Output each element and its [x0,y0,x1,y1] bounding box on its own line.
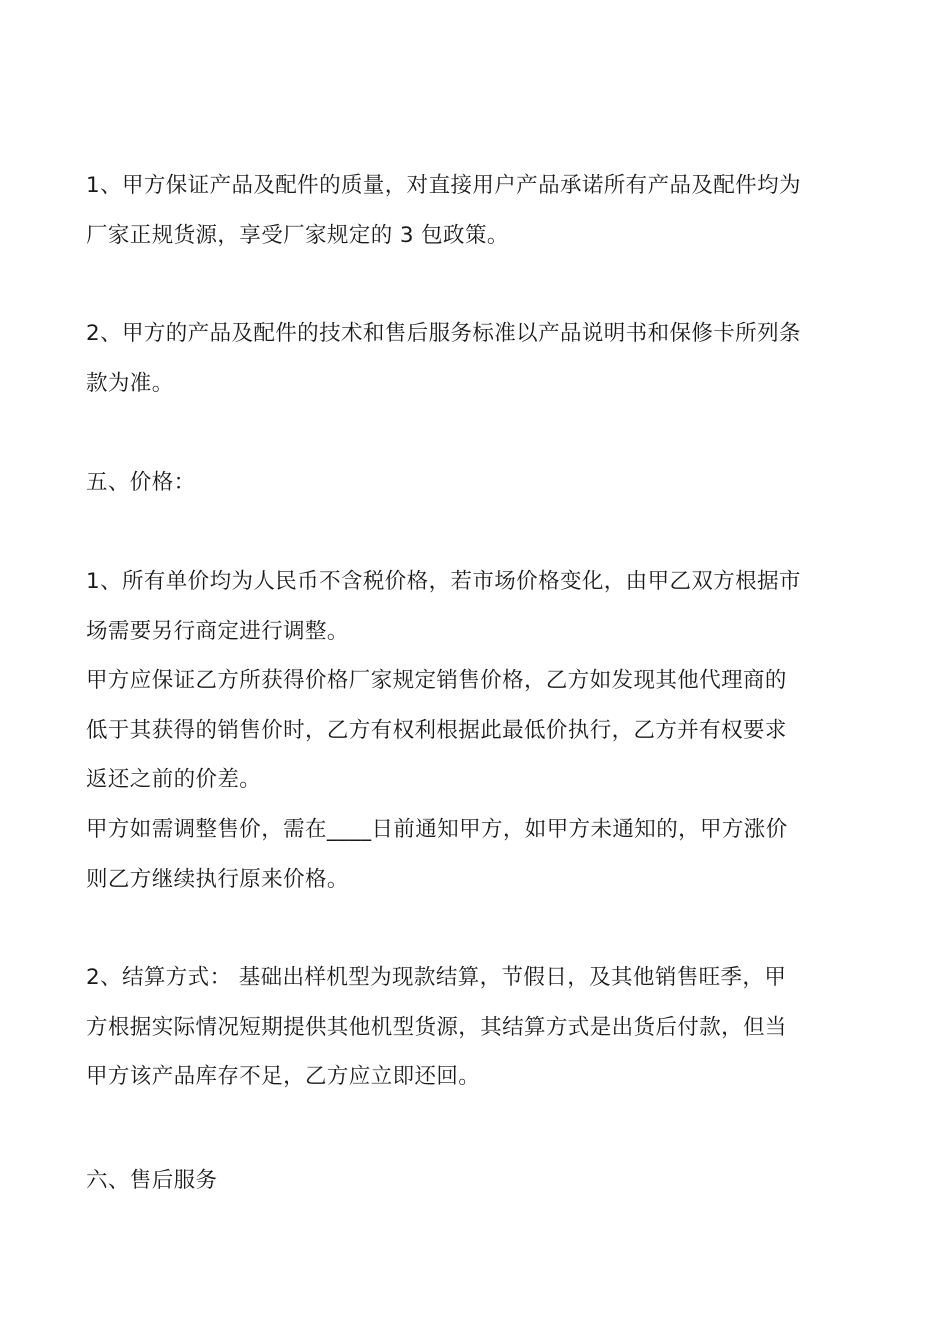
text-line: 返还之前的价差。 [86,767,262,793]
text-line: 则乙方继续执行原来价格。 [86,866,349,892]
text-line: 甲方该产品库存不足，乙方应立即还回。 [86,1064,481,1090]
text-line: 2、甲方的产品及配件的技术和售后服务标准以产品说明书和保修卡所列条 [86,321,801,346]
text-line: 1、甲方保证产品及配件的质量，对直接用户产品承诺所有产品及配件均为 [86,173,801,198]
text-line: 款为准。 [86,370,174,396]
text-line: 厂家正规货源，享受厂家规定的 3 包政策。 [86,222,509,248]
section5-item1-paragraph [86,557,876,904]
text-line: 甲方如需调整售价，需在____日前通知甲方，如甲方未通知的，甲方涨价 [86,816,788,842]
section6-heading [86,1156,876,1206]
text-line: 甲方应保证乙方所获得价格厂家规定销售价格，乙方如发现其他代理商的 [86,668,787,694]
section4-item2-paragraph [86,309,876,408]
text-line: 方根据实际情况短期提供其他机型货源，其结算方式是出货后付款，但当 [86,1014,787,1040]
section5-item2-paragraph [86,953,876,1102]
text-line: 1、所有单价均为人民币不含税价格，若市场价格变化，由甲乙双方根据市 [86,569,801,594]
text-line: 场需要另行商定进行调整。 [86,618,349,644]
text-line: 2、结算方式： 基础出样机型为现款结算，节假日，及其他销售旺季，甲 [86,965,787,990]
section-heading: 六、售后服务 [86,1168,218,1193]
section4-item1-paragraph [86,161,876,260]
section5-heading [86,458,876,508]
text-line: 低于其获得的销售价时，乙方有权利根据此最低价执行，乙方并有权要求 [86,717,787,743]
section-heading: 五、价格： [86,470,196,495]
